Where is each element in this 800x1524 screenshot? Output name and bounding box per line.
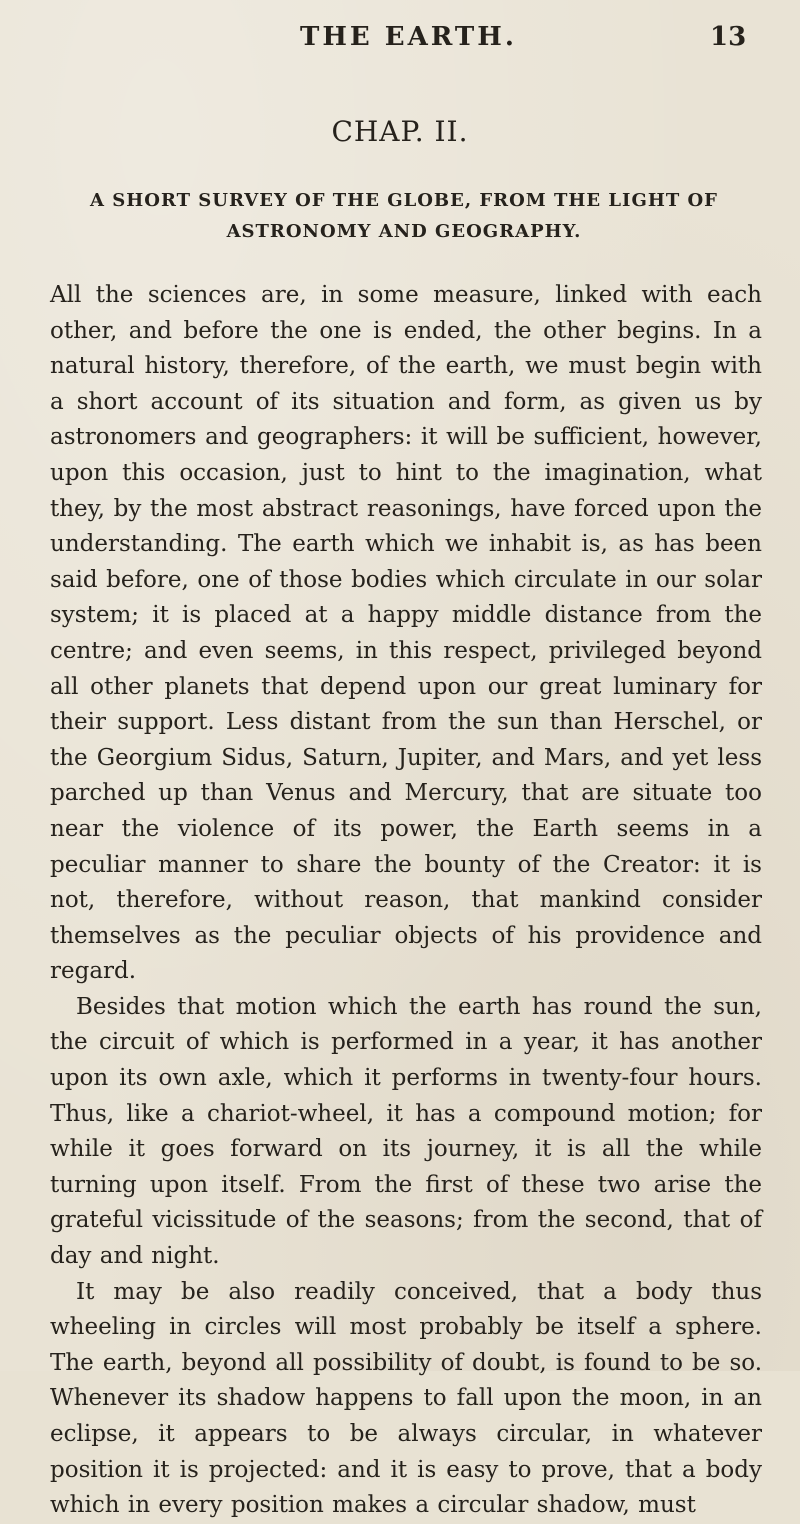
chapter-heading — [44, 185, 764, 247]
paragraph-1: All the sciences are, in some measure, linked with each other, and before the one is ended, the other begins. In a natural history, therefore, of the earth, we must begin with a short account of its situation and form, as given us by astronomers and geographers: it will be sufficient, however, upon this occasion, just to hint to the imagination, what they, by the most abstract reasonings, have forced upon the understanding. The earth which we inhabit is, as has been said before, one of those bodies which circulate in our solar system; it is placed at a happy middle distance from the centre; and even seems, in this respect, privileged beyond all other planets that depend upon our great luminary for their support. Less distant from the sun than Herschel, or the Georgium Sidus, Saturn, Jupiter, and Mars, and yet less parched up than Venus and Mercury, that are situate too near the violence of its power, the Earth seems in a peculiar manner to share the bounty of the Creator: it is not, therefore, without reason, that mankind consider themselves as the peculiar objects of his providence and regard. — [50, 282, 762, 985]
chapter-heading-line-2: ASTRONOMY AND GEOGRAPHY. — [226, 221, 582, 242]
page-number: 13 — [710, 22, 747, 52]
chapter-label — [0, 115, 800, 148]
body-text — [50, 278, 762, 1524]
paragraph-2: Besides that motion which the earth has round the sun, the circuit of which is performed in a year, it has another upon its own axle, which it performs in twenty-four hours. Thus, like a chariot-wheel, it has a compound motion; for while it goes forward on its journey, it is all the while turning upon itself. From the first of these two arise the grateful vicissitude of the seasons; from the second, that of day and night. — [50, 993, 762, 1270]
chapter-label-text: CHAP. II. — [331, 115, 469, 148]
chapter-heading-line-1: A SHORT SURVEY OF THE GLOBE, FROM THE LIGHT OF — [90, 190, 718, 211]
running-head — [0, 22, 800, 62]
paragraph-3: It may be also readily conceived, that a body thus wheeling in circles will most probably be itself a sphere. The earth, beyond all possibility of doubt, is found to be so. Whenever its shadow happens to fall upon the moon, in an eclipse, it appears to be always circular, in whatever position it is projected: and it is easy to prove, that a body which in every position makes a circular shadow, must — [50, 1278, 762, 1519]
running-title: THE EARTH. — [300, 22, 517, 52]
